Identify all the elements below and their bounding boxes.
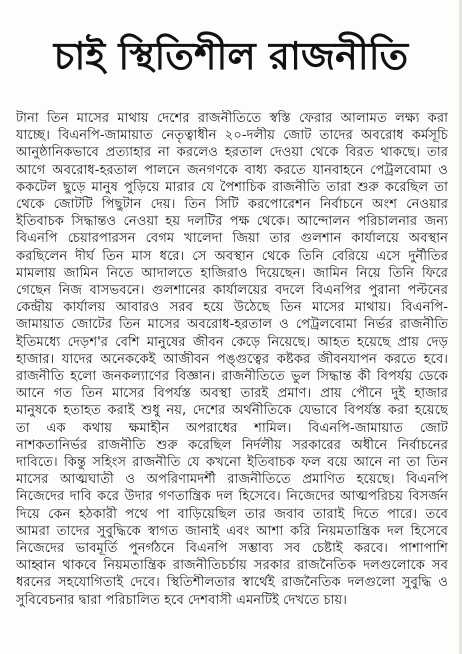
body-line: আমরা তাদের সুবুদ্ধিকে স্বাগত জানাই এবং আশা করি নিয়মতান্ত্রিক দল হিসেবে — [16, 523, 448, 539]
body-line: জামায়াত জোটের তিন মাসের অবরোধ-হরতাল ও পেট্রলবোমা নির্ভর রাজনীতি — [16, 317, 448, 333]
body-line: বিএনপি চেয়ারপারসন বেগম খালেদা জিয়া তার গুলশান কার্যালয়ে অবস্থান — [16, 231, 448, 247]
editorial-body — [16, 110, 448, 609]
body-line: তা এক কথায় ক্ষমাহীন অপরাধের শামিল। বিএনপি-জামায়াত জোট — [16, 420, 448, 436]
body-line: থেকে জোটটি পিছুটান দেয়। তিন সিটি করপোরেশন নির্বাচনে অংশ নেওয়ার — [16, 197, 448, 213]
body-line: আগে অবরোধ-হরতাল পালনে জনগণকে বাধ্য করতে যানবাহনে পেট্রলবোমা ও — [16, 162, 448, 178]
body-line: আহ্বান থাকবে নিয়মতান্ত্রিক রাজনীতিচর্চায় সরকার রাজনৈতিক দলগুলোকে সব — [16, 558, 448, 574]
body-line: ধরনের সহযোগিতাই দেবে। স্থিতিশীলতার স্বার্থেই রাজনৈতিক দলগুলো সুবুদ্ধি ও — [16, 575, 448, 591]
body-line: নিজেদের ভাবমূর্তি পুনর্গঠনে বিএনপি সম্ভাব্য সব চেষ্টাই করবে। পাশাপাশি — [16, 541, 448, 557]
body-line: যাচ্ছে। বিএনপি-জামায়াত নেতৃত্বাধীন ২০-দলীয় জোট তাদের অবরোধ কর্মসূচি — [16, 128, 448, 144]
body-line: ইতিমধ্যে দেড়শ'র বেশি মানুষের জীবন কেড়ে নিয়েছে। আহত হয়েছে প্রায় দেড় — [16, 334, 448, 350]
body-line: কেন্দ্রীয় কার্যালয় আবারও সরব হয়ে উঠেছে তিন মাসের মাথায়। বিএনপি- — [16, 300, 448, 316]
body-line: ইতিবাচক সিদ্ধান্তও নেওয়া হয় দলটির পক্ষ থেকে। আন্দোলন পরিচালনার জন্য — [16, 214, 448, 230]
body-line: ককটেল ছুড়ে মানুষ পুড়িয়ে মারার যে পৈশাচিক রাজনীতি তারা শুরু করেছিল তা — [16, 179, 448, 195]
body-line: মানুষকে হতাহত করাই শুধু নয়, দেশের অর্থনীতিকে যেভাবে বিপর্যস্ত করা হয়েছে — [16, 403, 448, 419]
body-line: হাজার। যাদের অনেককেই আজীবন পঙ্গুত্বের কষ্টকর জীবনযাপন করতে হবে। — [16, 351, 448, 367]
body-line: মাসের আত্মঘাতী ও অপরিণামদর্শী রাজনীতিতে প্রমাণিত হয়েছে। বিএনপি — [16, 472, 448, 488]
body-line: আনুষ্ঠানিকভাবে প্রত্যাহার না করলেও হরতাল দেওয়া থেকে বিরত থাকছে। তার — [16, 145, 448, 161]
editorial-headline: চাই স্থিতিশীল রাজনীতি — [53, 34, 409, 78]
body-line: সুবিবেচনার দ্বারা পরিচালিত হবে দেশবাসী এমনটিই দেখতে চায়। — [16, 592, 347, 608]
body-line: নাশকতানির্ভর রাজনীতি শুরু করেছিল নির্দলীয় সরকারের অধীনে নির্বাচনের — [16, 437, 448, 453]
body-line: করছিলেন দীর্ঘ তিন মাস ধরে। সে অবস্থান থেকে তিনি বেরিয়ে এসে দুর্নীতির — [16, 248, 448, 264]
body-line: দিয়ে কেন হঠকারী পথে পা বাড়িয়েছিল তার জবাব তারাই দিতে পারে। তবে — [16, 506, 448, 522]
body-line: গেছেন নিজ বাসভবনে। গুলশানের কার্যালয়ের বদলে বিএনপির পুরানা পল্টনের — [16, 283, 448, 299]
body-line: নিজেদের দাবি করে উদার গণতান্ত্রিক দল হিসেবে। নিজেদের আত্মপরিচয় বিসর্জন — [16, 489, 448, 505]
body-line: টানা তিন মাসের মাথায় দেশের রাজনীতিতে স্বস্তি ফেরার আলামত লক্ষ্য করা — [16, 111, 448, 126]
body-line: আনে গত তিন মাসের বিপর্যস্ত অবস্থা তারই প্রমাণ। প্রায় পৌনে দুই হাজার — [16, 386, 448, 402]
body-line: দাবিতে। কিন্তু সহিংস রাজনীতি যে কখনো ইতিবাচক ফল বয়ে আনে না তা তিন — [16, 455, 448, 471]
body-line: রাজনীতি হলো জনকল্যাণের বিজ্ঞান। রাজনীতিতে ভুল সিদ্ধান্ত কী বিপর্যয় ডেকে — [16, 369, 448, 385]
body-line: মামলায় জামিন নিতে আদালতে হাজিরাও দিয়েছেন। জামিন নিয়ে তিনি ফিরে — [16, 265, 448, 281]
